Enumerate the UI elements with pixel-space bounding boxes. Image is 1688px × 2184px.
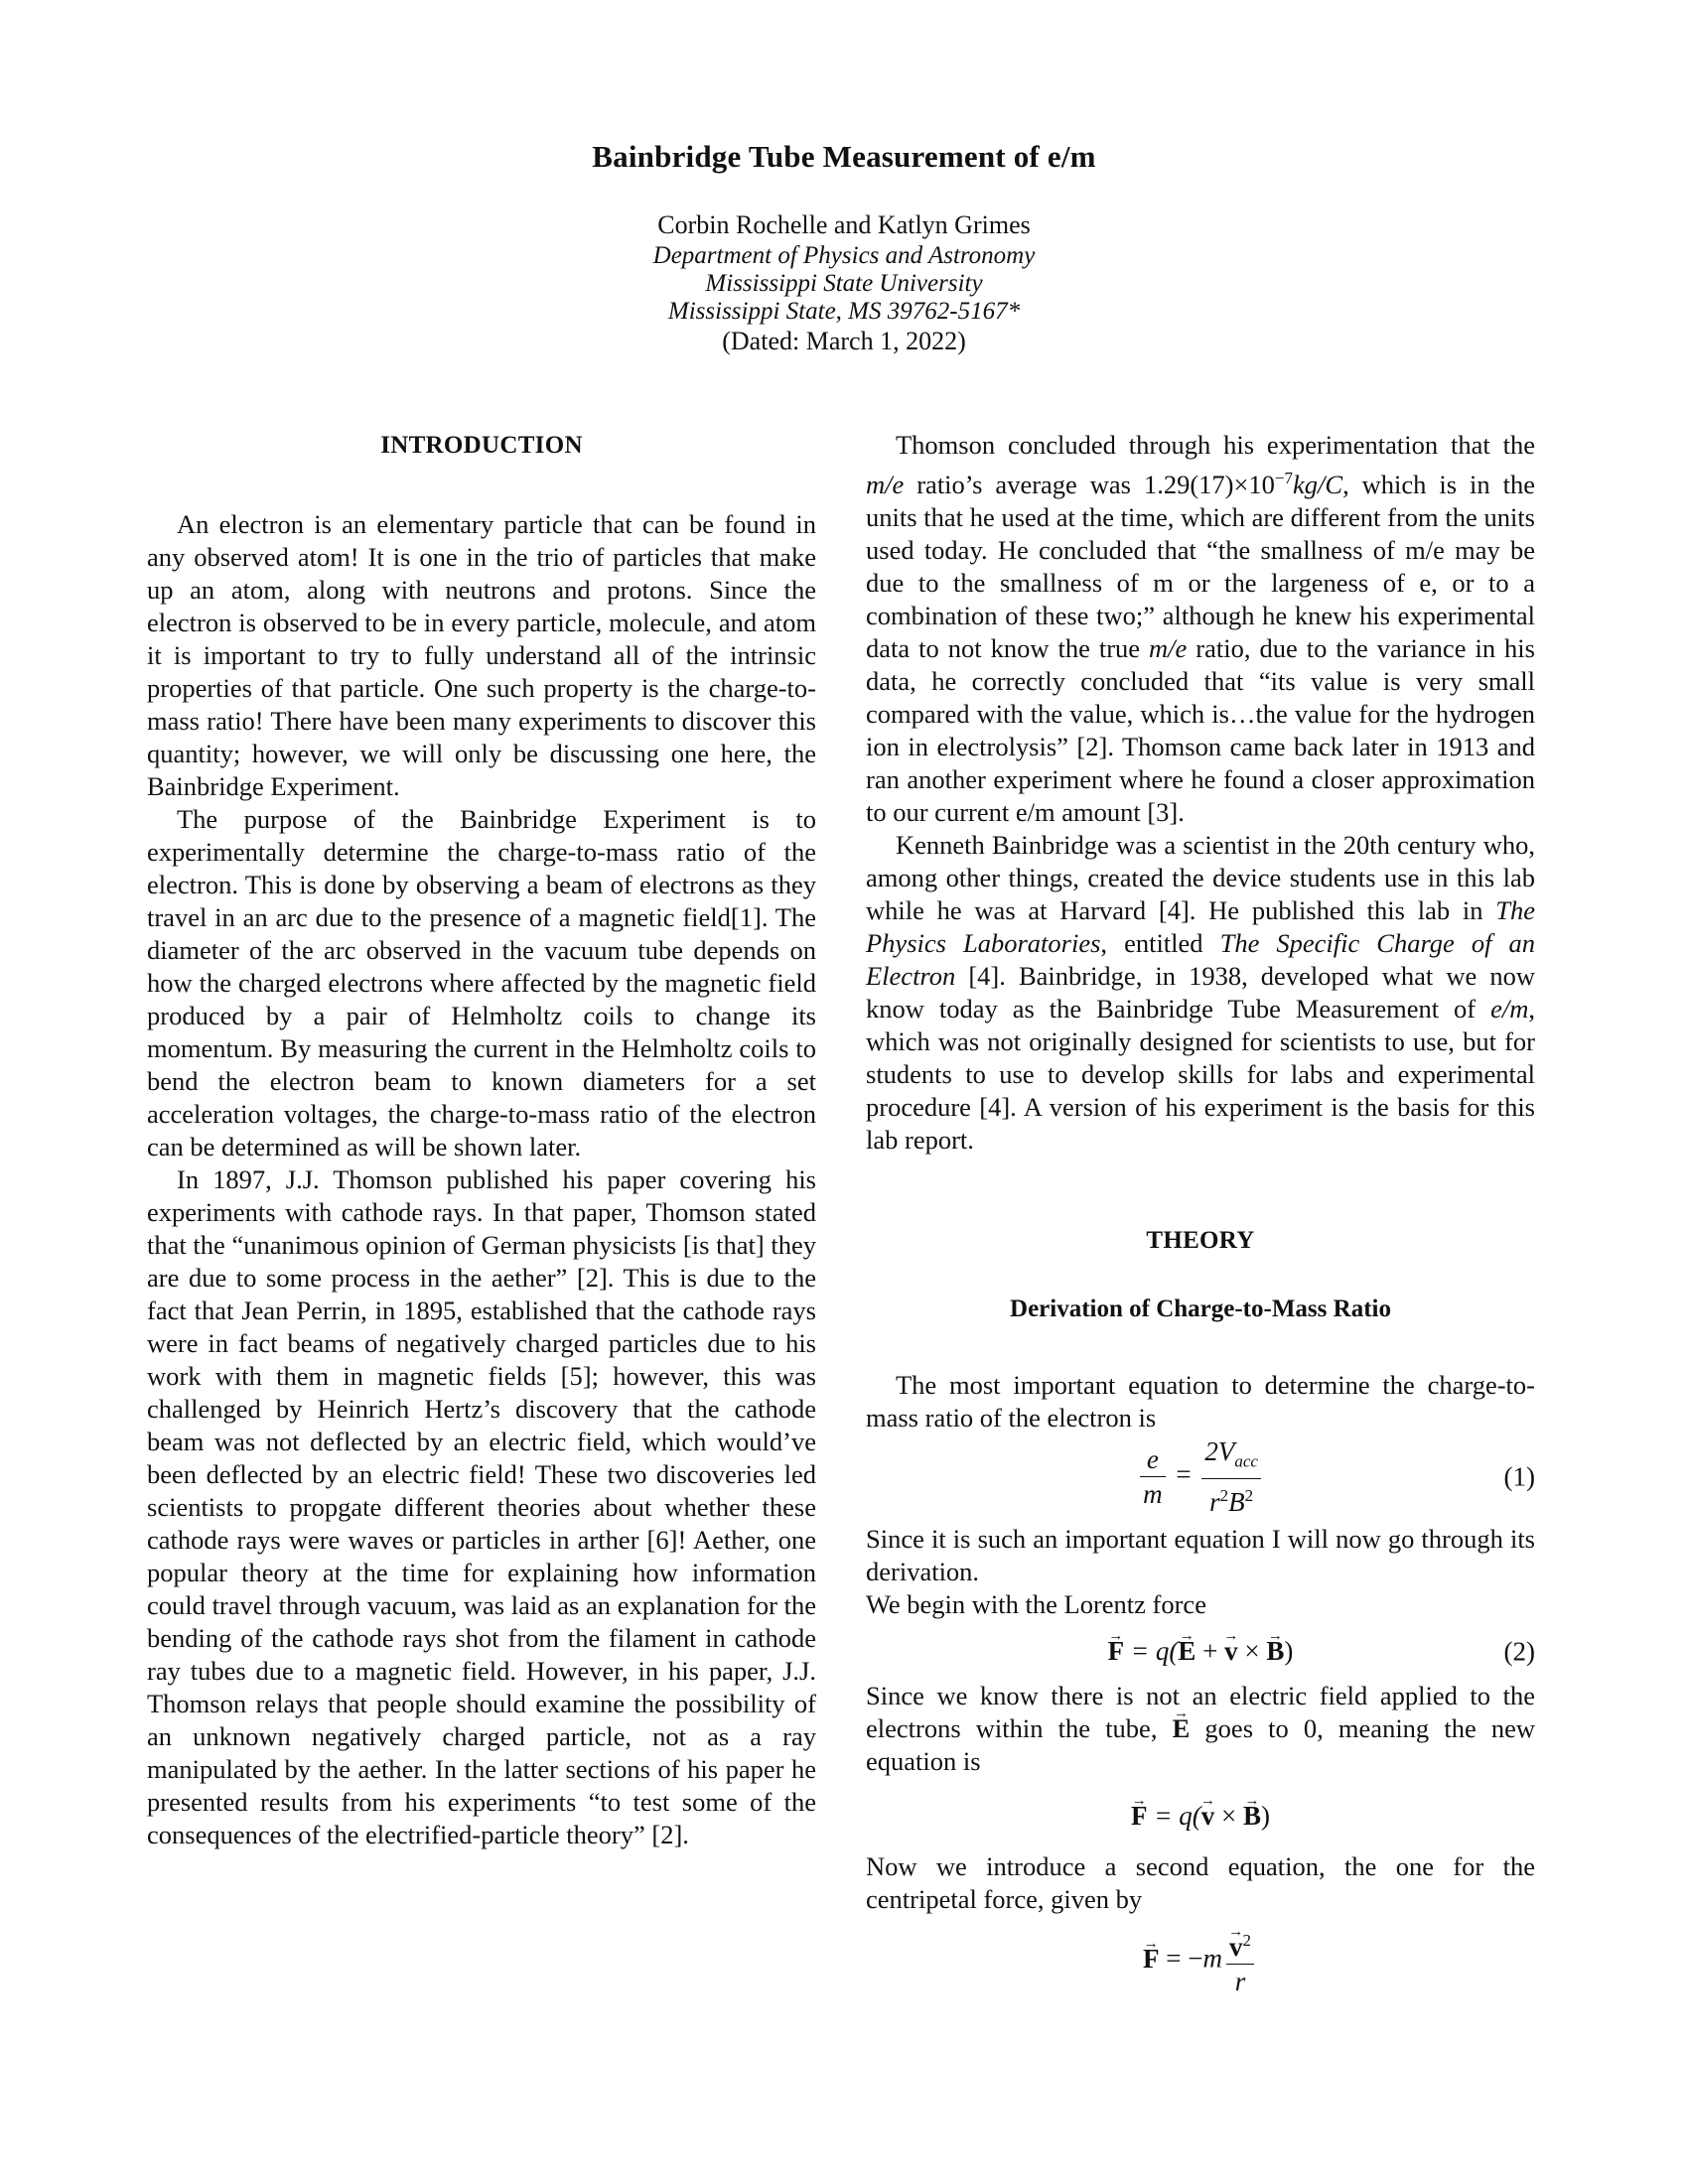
date-line: (Dated: March 1, 2022) bbox=[722, 327, 966, 355]
math-m-over-e: m/e bbox=[1149, 632, 1188, 663]
intro-paragraph-3: In 1897, J.J. Thomson published his paper covering his experiments with cathode rays. In that paper, Thomson stated that the “unanimous opinion of German physicists [is that] they are due to some process in the aether” [2]. This is due to the fact that Jean Perrin, in 1895, established that the cathode rays were in fact beams of negatively charged particles due to his work with them in magnetic fields [5]; however, this was challenged by Heinrich Hertz’s discovery that the cathode beam was not deflected by an electric field, which would’ve been deflected by an electric field! These two discoveries led scientists to propgate different theories about whether these cathode rays were waves or particles in arther [6]! Aether, one popular theory at the time for explaining how information could travel through vacuum, was laid as an explanation for the bending of the cathode rays shot from the filament in cathode ray tubes due to a magnetic field. However, in his paper, J.J. Thomson relays that people should examine the possibility of an unknown negatively charged particle, not as a ray manipulated by the aether. In the latter sections of his paper he presented results from his experiments “to test some of the consequences of the electrified-particle theory” [2]. bbox=[147, 1164, 816, 1849]
fraction-e-over-m: $\frac{e}{m}$ bbox=[1140, 1444, 1166, 1509]
theory-paragraph-3: We begin with the Lorentz force bbox=[866, 1589, 1206, 1620]
theory-paragraph-4: Since we know there is not an electric field applied to the electrons within the tube, → E goes to 0, meaning the new equation is bbox=[866, 1680, 1535, 1778]
equation-number-2: (2) bbox=[1503, 1636, 1535, 1667]
paper-title: Bainbridge Tube Measurement of e/m bbox=[592, 139, 1096, 174]
equation-4-centripetal-force: → F = −m → $\frac{v^2}{r}$ bbox=[866, 1926, 1535, 1996]
section-heading-introduction: INTRODUCTION bbox=[380, 432, 583, 459]
fraction-v2-over-r: → $\frac{v^2}{r}$ bbox=[1226, 1926, 1254, 1996]
affiliation-address: Mississippi State, MS 39762-5167* bbox=[667, 298, 1021, 325]
equation-1: $\frac{e}{m}$ = $\frac{2V_{acc}}{r^2B^2}$ (1) bbox=[866, 1436, 1535, 1517]
affiliation-department: Department of Physics and Astronomy bbox=[652, 242, 1036, 269]
theory-paragraph-5: Now we introduce a second equation, the one for the centripetal force, given by bbox=[866, 1851, 1535, 1915]
section-heading-theory: THEORY bbox=[1146, 1226, 1255, 1254]
theory-paragraph-1: The most important equation to determine the charge-to-mass ratio of the electron is bbox=[866, 1369, 1535, 1433]
exponent: −7 bbox=[1274, 469, 1294, 487]
bainbridge-paragraph: Kenneth Bainbridge was a scientist in the 20th century who, among other things, created the device students use in this lab while he was at Harvard [4]. He published this lab in The Physics Laboratories, entitled The Specific Charge of an Electron [4]. Bainbridge, in 1938, developed what we now know today as the Bainbridge Tube Measurement of e/m, which was not originally designed for scientists to use, but for students to use to develop skills for labs and experimental procedure [4]. A version of his experiment is the basis for this lab report. bbox=[866, 829, 1535, 1155]
intro-paragraph-1: An electron is an elementary particle that can be found in any observed atom! It is one in the trio of particles that make up an atom, along with neutrons and protons. Since the electron is observed to be in every particle, molecule, and atom it is important to try to fully understand all of the intrinsic properties of that particle. One such property is the charge-to-mass ratio! There have been many experiments to discover this quantity; however, we will only be discussing one here, the Bainbridge Experiment. bbox=[147, 509, 816, 801]
article-title: The Specific Charge of an Electron bbox=[866, 927, 1535, 991]
intro-paragraph-2: The purpose of the Bainbridge Experiment is to experimentally determine the charge-to-mass ratio of the electron. This is done by observing a beam of electrons as they travel in an arc due to the presence of a magnetic field[1]. The diameter of the arc observed in the vacuum tube depends on how the charged electrons where affected by the magnetic field produced by a pair of Helmholtz coils to change its momentum. By measuring the current in the Helmholtz coils to bend the electron beam to known diameters for a set acceleration voltages, the charge-to-mass ratio of the electron can be determined as will be shown later. bbox=[147, 804, 816, 1161]
math-e-over-m: e/m bbox=[1490, 993, 1529, 1024]
affiliation-university: Mississippi State University bbox=[705, 270, 983, 297]
authors: Corbin Rochelle and Katlyn Grimes bbox=[657, 210, 1031, 239]
fraction-2vacc-over-r2b2: $\frac{2V_{acc}}{r^2B^2}$ bbox=[1201, 1436, 1261, 1517]
equation-2-lorentz-force: → F = q(→ E + → v × → B) (2) bbox=[866, 1635, 1535, 1668]
left-column bbox=[147, 429, 816, 1851]
right-column bbox=[866, 429, 1535, 2002]
theory-paragraph-2: Since it is such an important equation I will now go through its derivation. bbox=[866, 1524, 1535, 1587]
thomson-paragraph: Thomson concluded through his experimentation that the m/e ratio’s average was $1.29(17)\times 10^{-7}kg/C$, which is in the units that he used at the time, which are different from the units used today. He concluded that “the smallness of m/e may be due to the smallness of m or the largeness of e, or to a combination of these two;” although he knew his experimental data to not know the true m/e ratio, due to the variance in his data, he correctly concluded that “its value is very small compared with the value, which is…the value for the hydrogen ion in electrolysis” [2]. Thomson came back later in 1913 and ran another experiment where he found a closer approximation to our current e/m amount [3]. bbox=[866, 430, 1535, 827]
book-title: The Physics Laboratories bbox=[866, 894, 1535, 958]
subsection-heading-derivation: Derivation of Charge-to-Mass Ratio bbox=[1010, 1295, 1391, 1322]
math-m-over-e: m/e bbox=[866, 469, 905, 499]
equation-3-magnetic-force: → F = q(→ v × → B) bbox=[866, 1800, 1535, 1833]
unit-kg-per-c: kg/C bbox=[1293, 469, 1343, 499]
equation-number-1: (1) bbox=[1503, 1461, 1535, 1492]
